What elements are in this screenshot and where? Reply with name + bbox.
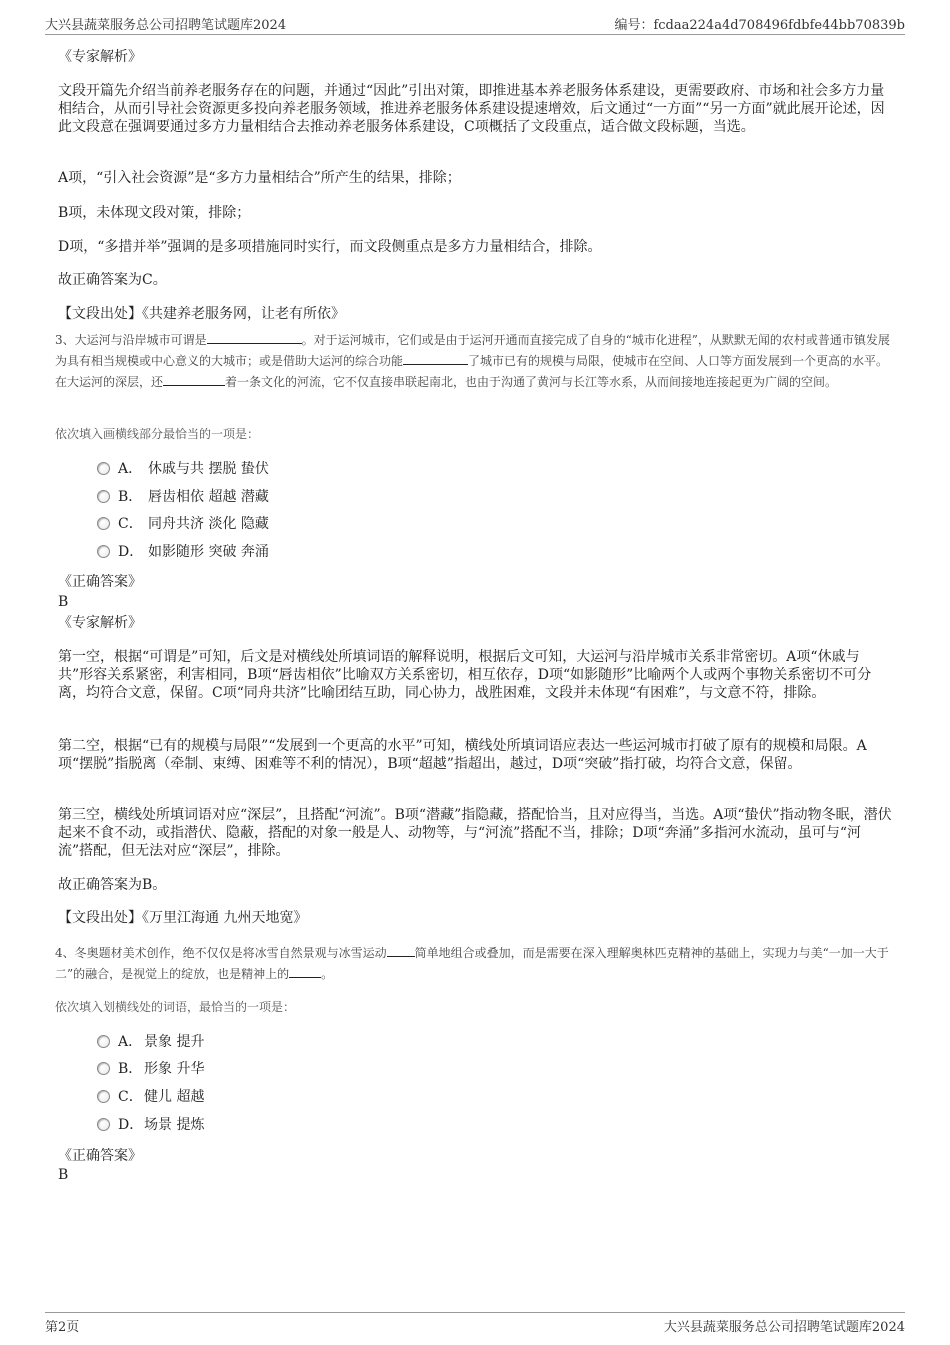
q4-option-c[interactable]: C．健儿 超越 xyxy=(97,1087,204,1107)
radio-icon[interactable] xyxy=(97,1090,110,1103)
blank-2 xyxy=(289,965,321,978)
q3-option-b[interactable]: B． 唇齿相依 超越 潜藏 xyxy=(97,487,269,507)
radio-icon[interactable] xyxy=(97,1062,110,1075)
q4-option-a[interactable]: A． 景象 提升 xyxy=(97,1032,204,1052)
q3-answer-text: 故正确答案为B。 xyxy=(58,877,167,893)
page-number: 第2页 xyxy=(45,1320,80,1335)
q4-option-d[interactable]: D．场景 提炼 xyxy=(97,1115,204,1135)
radio-icon[interactable] xyxy=(97,462,110,475)
footer-title: 大兴县蔬菜服务总公司招聘笔试题库2024 xyxy=(663,1320,905,1335)
q3-answer: B xyxy=(58,594,69,610)
q3-analysis-2: 第二空，根据“已有的规模与局限”“发展到一个更高的水平”可知，横线处所填词语应表达一些运河城市打破了原有的规模和局限。A项“摆脱”指脱离（牵制、束缚、困难等不利的情况），B项“超越”指超出，越过，D项“突破”指打破，均符合文意，保留。 xyxy=(58,738,867,772)
radio-icon[interactable] xyxy=(97,1118,110,1131)
prev-analysis-p4: D项，“多措并举”强调的是多项措施同时实行，而文段侧重点是多方力量相结合，排除。 xyxy=(58,239,602,255)
q3-analysis-1: 第一空，根据“可谓是”可知，后文是对横线处所填词语的解释说明，根据后文可知，大运河与沿岸城市关系非常密切。A项“休戚与共”形容关系紧密，利害相同，B项“唇齿相依”比喻双方关系密切，相互依存，D项“如影随形”比喻两个人或两个事物关系密切不可分离，均符合文意，保留。C项“同舟共济”比喻团结互助，同心协力，战胜困难，文段并未体现“有困难”，与文意不符，排除。 xyxy=(58,649,872,701)
q3-analysis-3: 第三空，横线处所填词语对应“深层”，且搭配“河流”。B项“潜藏”指隐藏，搭配恰当，且对应得当，当选。A项“蛰伏”指动物冬眠，潜伏起来不食不动，或指潜伏、隐蔽，搭配的对象一般是人、动物等，与“河流”搭配不当，排除；D项“奔涌”多指河水流动，虽可与“河流”搭配，但无法对应“深层”，排除。 xyxy=(58,807,892,859)
question-4-stem: 4、冬奥题材美术创作，绝不仅仅是将冰雪自然景观与冰雪运动 简单地组合或叠加，而是需要在深入理解奥林匹克精神的基础上，实现力与美“一加一大于二”的融合，是视觉上的绽放，也是精神上的 。 xyxy=(55,946,889,981)
prev-answer: 故正确答案为C。 xyxy=(58,272,167,288)
q4-answer: B xyxy=(58,1167,69,1183)
radio-icon[interactable] xyxy=(97,517,110,530)
radio-icon[interactable] xyxy=(97,545,110,558)
q4-answer-label: 《正确答案》 xyxy=(58,1148,142,1164)
blank-2 xyxy=(403,352,468,365)
question-3-stem: 3、大运河与沿岸城市可谓是 。对于运河城市，它们或是由于运河开通而直接完成了自身的“城市化进程”，从默默无闻的农村或普通市镇发展为具有相当规模或中心意义的大城市；或是借助大运河的综合功能 了城市已有的规模与局限，使城市在空间、人口等方面发展到一个更高的水平。在大运河的深层，还 着一条文化的河流，它不仅直接串联起南北，也由于沟通了黄河与长江等水系，从而间接地连接起更为广阔的空间。 xyxy=(55,333,890,389)
prev-analysis-p1: 文段开篇先介绍当前养老服务存在的问题，并通过“因此”引出对策，即推进基本养老服务体系建设，更需要政府、市场和社会多方力量相结合，从而引导社会资源更多投向养老服务领域，推进养老服务体系建设提速增效，后文通过“一方面”“另一方面”就此展开论述，因此文段意在强调要通过多方力量相结合去推动养老服务体系建设，C项概括了文段重点，适合做文段标题，当选。 xyxy=(58,83,885,135)
prev-analysis-p2: A项，“引入社会资源”是“多方力量相结合”所产生的结果，排除； xyxy=(58,170,461,186)
q3-option-a[interactable]: A． 休戚与共 摆脱 蛰伏 xyxy=(97,459,269,479)
page-footer xyxy=(45,1312,905,1336)
question-3-prompt: 依次填入画横线部分最恰当的一项是： xyxy=(55,427,260,441)
page-header xyxy=(45,14,905,35)
prev-source: 【文段出处】《共建养老服务网，让老有所依》 xyxy=(58,306,345,322)
q3-option-c[interactable]: C． 同舟共济 淡化 隐藏 xyxy=(97,514,269,534)
blank-1 xyxy=(207,331,302,344)
question-4-prompt: 依次填入划横线处的词语，最恰当的一项是： xyxy=(55,1000,296,1014)
q3-source: 【文段出处】《万里江海通 九州天地宽》 xyxy=(58,910,308,926)
radio-icon[interactable] xyxy=(97,490,110,503)
q3-answer-label: 《正确答案》 xyxy=(58,574,142,590)
prev-analysis-p3: B项，未体现文段对策，排除； xyxy=(58,205,251,221)
q4-option-b[interactable]: B． 形象 升华 xyxy=(97,1059,204,1079)
q3-analysis-label: 《专家解析》 xyxy=(58,615,142,631)
header-title: 大兴县蔬菜服务总公司招聘笔试题库2024 xyxy=(45,18,287,33)
blank-1 xyxy=(387,944,415,957)
blank-3 xyxy=(163,373,225,386)
header-code: 编号：fcdaa224a4d708496fdbfe44bb70839b xyxy=(614,18,905,33)
prev-analysis-label: 《专家解析》 xyxy=(58,49,142,65)
q3-option-d[interactable]: D． 如影随形 突破 奔涌 xyxy=(97,542,269,562)
radio-icon[interactable] xyxy=(97,1035,110,1048)
